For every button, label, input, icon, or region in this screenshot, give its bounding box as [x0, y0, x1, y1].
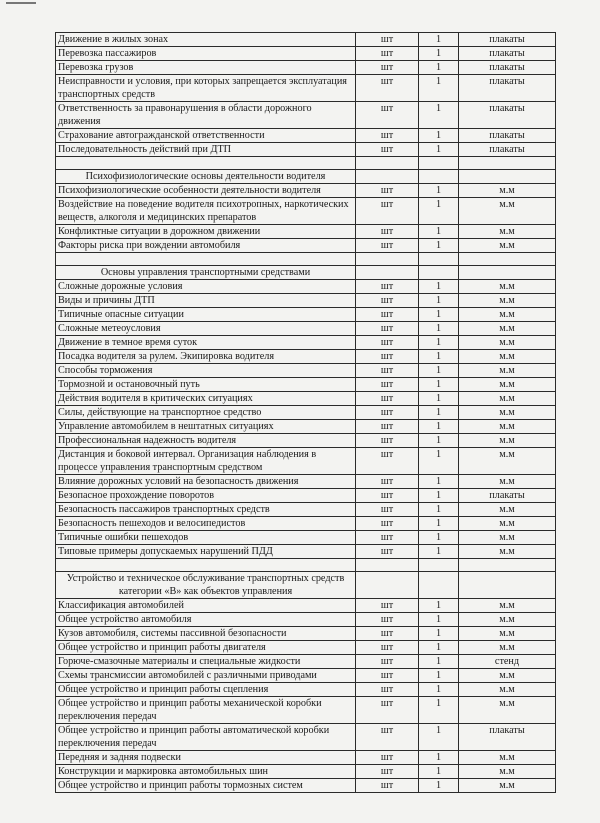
name-cell: Сложные метеоусловия [56, 322, 356, 336]
name-cell: Общее устройство и принцип работы механической коробки переключения передач [56, 697, 356, 724]
spacer-row [56, 157, 556, 170]
unit-cell: шт [356, 129, 419, 143]
quantity-cell: 1 [419, 434, 459, 448]
note-cell: м.м [459, 308, 556, 322]
unit-cell: шт [356, 683, 419, 697]
quantity-cell: 1 [419, 751, 459, 765]
unit-cell: шт [356, 448, 419, 475]
quantity-cell: 1 [419, 406, 459, 420]
quantity-cell: 1 [419, 613, 459, 627]
name-cell: Типичные ошибки пешеходов [56, 531, 356, 545]
quantity-cell [419, 572, 459, 599]
name-cell [56, 157, 356, 170]
name-cell: Горюче-смазочные материалы и специальные жидкости [56, 655, 356, 669]
note-cell: плакаты [459, 143, 556, 157]
unit-cell: шт [356, 545, 419, 559]
name-cell: Последовательность действий при ДТП [56, 143, 356, 157]
note-cell [459, 266, 556, 280]
note-cell: м.м [459, 779, 556, 793]
quantity-cell: 1 [419, 531, 459, 545]
quantity-cell: 1 [419, 517, 459, 531]
name-cell: Основы управления транспортными средствами [56, 266, 356, 280]
name-cell: Устройство и техническое обслуживание транспортных средств категории «В» как объектов управления [56, 572, 356, 599]
note-cell: м.м [459, 406, 556, 420]
unit-cell: шт [356, 406, 419, 420]
unit-cell [356, 266, 419, 280]
name-cell: Посадка водителя за рулем. Экипировка водителя [56, 350, 356, 364]
unit-cell: шт [356, 627, 419, 641]
table-row [56, 683, 556, 697]
note-cell: м.м [459, 239, 556, 253]
name-cell: Кузов автомобиля, системы пассивной безопасности [56, 627, 356, 641]
unit-cell [356, 572, 419, 599]
unit-cell: шт [356, 392, 419, 406]
table-row [56, 294, 556, 308]
note-cell: плакаты [459, 489, 556, 503]
table-row [56, 489, 556, 503]
note-cell: м.м [459, 531, 556, 545]
unit-cell: шт [356, 613, 419, 627]
table-row [56, 751, 556, 765]
table-row [56, 406, 556, 420]
quantity-cell: 1 [419, 336, 459, 350]
table-row [56, 322, 556, 336]
note-cell: плакаты [459, 75, 556, 102]
table-row [56, 198, 556, 225]
quantity-cell: 1 [419, 184, 459, 198]
quantity-cell [419, 253, 459, 266]
note-cell: м.м [459, 350, 556, 364]
note-cell: м.м [459, 378, 556, 392]
quantity-cell: 1 [419, 350, 459, 364]
table-row [56, 143, 556, 157]
quantity-cell: 1 [419, 655, 459, 669]
unit-cell [356, 253, 419, 266]
name-cell: Воздействие на поведение водителя психотропных, наркотических веществ, алкоголя и медицинских препаратов [56, 198, 356, 225]
table-row [56, 613, 556, 627]
table-row [56, 545, 556, 559]
name-cell: Психофизиологические особенности деятельности водителя [56, 184, 356, 198]
quantity-cell: 1 [419, 102, 459, 129]
unit-cell: шт [356, 641, 419, 655]
name-cell: Общее устройство и принцип работы двигателя [56, 641, 356, 655]
note-cell: м.м [459, 545, 556, 559]
quantity-cell: 1 [419, 143, 459, 157]
name-cell: Силы, действующие на транспортное средство [56, 406, 356, 420]
note-cell: плакаты [459, 129, 556, 143]
table-row [56, 641, 556, 655]
note-cell: м.м [459, 669, 556, 683]
unit-cell [356, 559, 419, 572]
table-row [56, 531, 556, 545]
name-cell: Факторы риска при вождении автомобиля [56, 239, 356, 253]
quantity-cell: 1 [419, 669, 459, 683]
name-cell [56, 253, 356, 266]
name-cell: Ответственность за правонарушения в области дорожного движения [56, 102, 356, 129]
quantity-cell: 1 [419, 47, 459, 61]
unit-cell: шт [356, 751, 419, 765]
table-row [56, 434, 556, 448]
name-cell: Психофизиологические основы деятельности водителя [56, 170, 356, 184]
name-cell: Перевозка пассажиров [56, 47, 356, 61]
name-cell: Безопасное прохождение поворотов [56, 489, 356, 503]
name-cell: Способы торможения [56, 364, 356, 378]
unit-cell: шт [356, 489, 419, 503]
table-row [56, 503, 556, 517]
note-cell: м.м [459, 392, 556, 406]
note-cell: плакаты [459, 724, 556, 751]
table-row [56, 765, 556, 779]
note-cell: м.м [459, 683, 556, 697]
unit-cell: шт [356, 294, 419, 308]
quantity-cell: 1 [419, 503, 459, 517]
quantity-cell [419, 266, 459, 280]
table-row [56, 239, 556, 253]
name-cell: Конфликтные ситуации в дорожном движении [56, 225, 356, 239]
table-row [56, 308, 556, 322]
unit-cell: шт [356, 779, 419, 793]
table-row [56, 448, 556, 475]
unit-cell: шт [356, 102, 419, 129]
quantity-cell: 1 [419, 683, 459, 697]
name-cell: Типичные опасные ситуации [56, 308, 356, 322]
unit-cell: шт [356, 669, 419, 683]
table-row [56, 378, 556, 392]
table-body [56, 33, 556, 793]
unit-cell: шт [356, 184, 419, 198]
quantity-cell: 1 [419, 308, 459, 322]
table-row [56, 280, 556, 294]
quantity-cell: 1 [419, 280, 459, 294]
name-cell: Управление автомобилем в нештатных ситуациях [56, 420, 356, 434]
quantity-cell [419, 157, 459, 170]
unit-cell: шт [356, 322, 419, 336]
quantity-cell: 1 [419, 641, 459, 655]
table-row [56, 724, 556, 751]
spacer-row [56, 253, 556, 266]
name-cell: Тормозной и остановочный путь [56, 378, 356, 392]
quantity-cell: 1 [419, 475, 459, 489]
unit-cell [356, 157, 419, 170]
note-cell: м.м [459, 294, 556, 308]
unit-cell: шт [356, 33, 419, 47]
name-cell: Схемы трансмиссии автомобилей с различными приводами [56, 669, 356, 683]
name-cell: Дистанция и боковой интервал. Организация наблюдения в процессе управления транспортным средством [56, 448, 356, 475]
unit-cell: шт [356, 198, 419, 225]
quantity-cell: 1 [419, 322, 459, 336]
note-cell: м.м [459, 503, 556, 517]
note-cell [459, 157, 556, 170]
unit-cell: шт [356, 517, 419, 531]
table-row [56, 420, 556, 434]
unit-cell: шт [356, 420, 419, 434]
unit-cell: шт [356, 378, 419, 392]
unit-cell: шт [356, 655, 419, 669]
name-cell: Общее устройство и принцип работы автоматической коробки переключения передач [56, 724, 356, 751]
name-cell: Типовые примеры допускаемых нарушений ПДД [56, 545, 356, 559]
unit-cell: шт [356, 765, 419, 779]
name-cell: Безопасность пешеходов и велосипедистов [56, 517, 356, 531]
note-cell: плакаты [459, 61, 556, 75]
quantity-cell: 1 [419, 33, 459, 47]
table-row [56, 225, 556, 239]
note-cell: м.м [459, 364, 556, 378]
table-row [56, 475, 556, 489]
quantity-cell: 1 [419, 294, 459, 308]
name-cell: Классификация автомобилей [56, 599, 356, 613]
note-cell: м.м [459, 322, 556, 336]
quantity-cell: 1 [419, 225, 459, 239]
name-cell [56, 559, 356, 572]
name-cell: Страхование автогражданской ответственности [56, 129, 356, 143]
name-cell: Общее устройство и принцип работы тормозных систем [56, 779, 356, 793]
table-row [56, 336, 556, 350]
unit-cell: шт [356, 143, 419, 157]
section-header-row [56, 266, 556, 280]
table-row [56, 33, 556, 47]
unit-cell: шт [356, 531, 419, 545]
unit-cell: шт [356, 503, 419, 517]
note-cell: м.м [459, 697, 556, 724]
quantity-cell: 1 [419, 765, 459, 779]
note-cell: м.м [459, 198, 556, 225]
note-cell: м.м [459, 517, 556, 531]
name-cell: Влияние дорожных условий на безопасность движения [56, 475, 356, 489]
note-cell [459, 559, 556, 572]
table-row [56, 47, 556, 61]
note-cell: стенд [459, 655, 556, 669]
quantity-cell: 1 [419, 129, 459, 143]
quantity-cell: 1 [419, 364, 459, 378]
table-row [56, 517, 556, 531]
quantity-cell: 1 [419, 489, 459, 503]
quantity-cell: 1 [419, 239, 459, 253]
section-header-row [56, 170, 556, 184]
name-cell: Движение в темное время суток [56, 336, 356, 350]
unit-cell: шт [356, 599, 419, 613]
name-cell: Перевозка грузов [56, 61, 356, 75]
unit-cell: шт [356, 364, 419, 378]
name-cell: Конструкции и маркировка автомобильных шин [56, 765, 356, 779]
note-cell: м.м [459, 641, 556, 655]
table-row [56, 655, 556, 669]
note-cell [459, 253, 556, 266]
note-cell: м.м [459, 765, 556, 779]
quantity-cell: 1 [419, 599, 459, 613]
note-cell [459, 572, 556, 599]
note-cell: м.м [459, 448, 556, 475]
quantity-cell: 1 [419, 378, 459, 392]
name-cell: Действия водителя в критических ситуациях [56, 392, 356, 406]
quantity-cell: 1 [419, 545, 459, 559]
quantity-cell: 1 [419, 697, 459, 724]
note-cell: м.м [459, 336, 556, 350]
note-cell: м.м [459, 280, 556, 294]
table-row [56, 669, 556, 683]
table-row [56, 627, 556, 641]
section-header-row [56, 572, 556, 599]
note-cell: м.м [459, 613, 556, 627]
table-row [56, 599, 556, 613]
quantity-cell [419, 170, 459, 184]
unit-cell: шт [356, 75, 419, 102]
note-cell: м.м [459, 751, 556, 765]
name-cell: Профессиональная надежность водителя [56, 434, 356, 448]
name-cell: Общее устройство и принцип работы сцепления [56, 683, 356, 697]
table-row [56, 779, 556, 793]
table-row [56, 350, 556, 364]
note-cell [459, 170, 556, 184]
note-cell: м.м [459, 627, 556, 641]
equipment-table [55, 32, 556, 793]
note-cell: м.м [459, 420, 556, 434]
name-cell: Неисправности и условия, при которых запрещается эксплуатация транспортных средств [56, 75, 356, 102]
name-cell: Общее устройство автомобиля [56, 613, 356, 627]
quantity-cell: 1 [419, 724, 459, 751]
table-row [56, 184, 556, 198]
unit-cell [356, 170, 419, 184]
note-cell: м.м [459, 225, 556, 239]
unit-cell: шт [356, 434, 419, 448]
name-cell: Передняя и задняя подвески [56, 751, 356, 765]
unit-cell: шт [356, 47, 419, 61]
unit-cell: шт [356, 336, 419, 350]
quantity-cell: 1 [419, 420, 459, 434]
quantity-cell: 1 [419, 392, 459, 406]
quantity-cell: 1 [419, 75, 459, 102]
name-cell: Движение в жилых зонах [56, 33, 356, 47]
note-cell: плакаты [459, 33, 556, 47]
note-cell: м.м [459, 184, 556, 198]
unit-cell: шт [356, 724, 419, 751]
unit-cell: шт [356, 350, 419, 364]
unit-cell: шт [356, 239, 419, 253]
note-cell: м.м [459, 599, 556, 613]
quantity-cell: 1 [419, 779, 459, 793]
quantity-cell [419, 559, 459, 572]
unit-cell: шт [356, 61, 419, 75]
quantity-cell: 1 [419, 448, 459, 475]
note-cell: плакаты [459, 47, 556, 61]
table-row [56, 392, 556, 406]
table-row [56, 697, 556, 724]
name-cell: Сложные дорожные условия [56, 280, 356, 294]
note-cell: плакаты [459, 102, 556, 129]
name-cell: Безопасность пассажиров транспортных средств [56, 503, 356, 517]
quantity-cell: 1 [419, 627, 459, 641]
table-row [56, 102, 556, 129]
note-cell: м.м [459, 475, 556, 489]
table-row [56, 61, 556, 75]
table-row [56, 129, 556, 143]
unit-cell: шт [356, 475, 419, 489]
scan-mark [6, 2, 36, 4]
note-cell: м.м [459, 434, 556, 448]
table-row [56, 364, 556, 378]
unit-cell: шт [356, 225, 419, 239]
unit-cell: шт [356, 697, 419, 724]
quantity-cell: 1 [419, 198, 459, 225]
quantity-cell: 1 [419, 61, 459, 75]
unit-cell: шт [356, 308, 419, 322]
unit-cell: шт [356, 280, 419, 294]
name-cell: Виды и причины ДТП [56, 294, 356, 308]
spacer-row [56, 559, 556, 572]
table-row [56, 75, 556, 102]
